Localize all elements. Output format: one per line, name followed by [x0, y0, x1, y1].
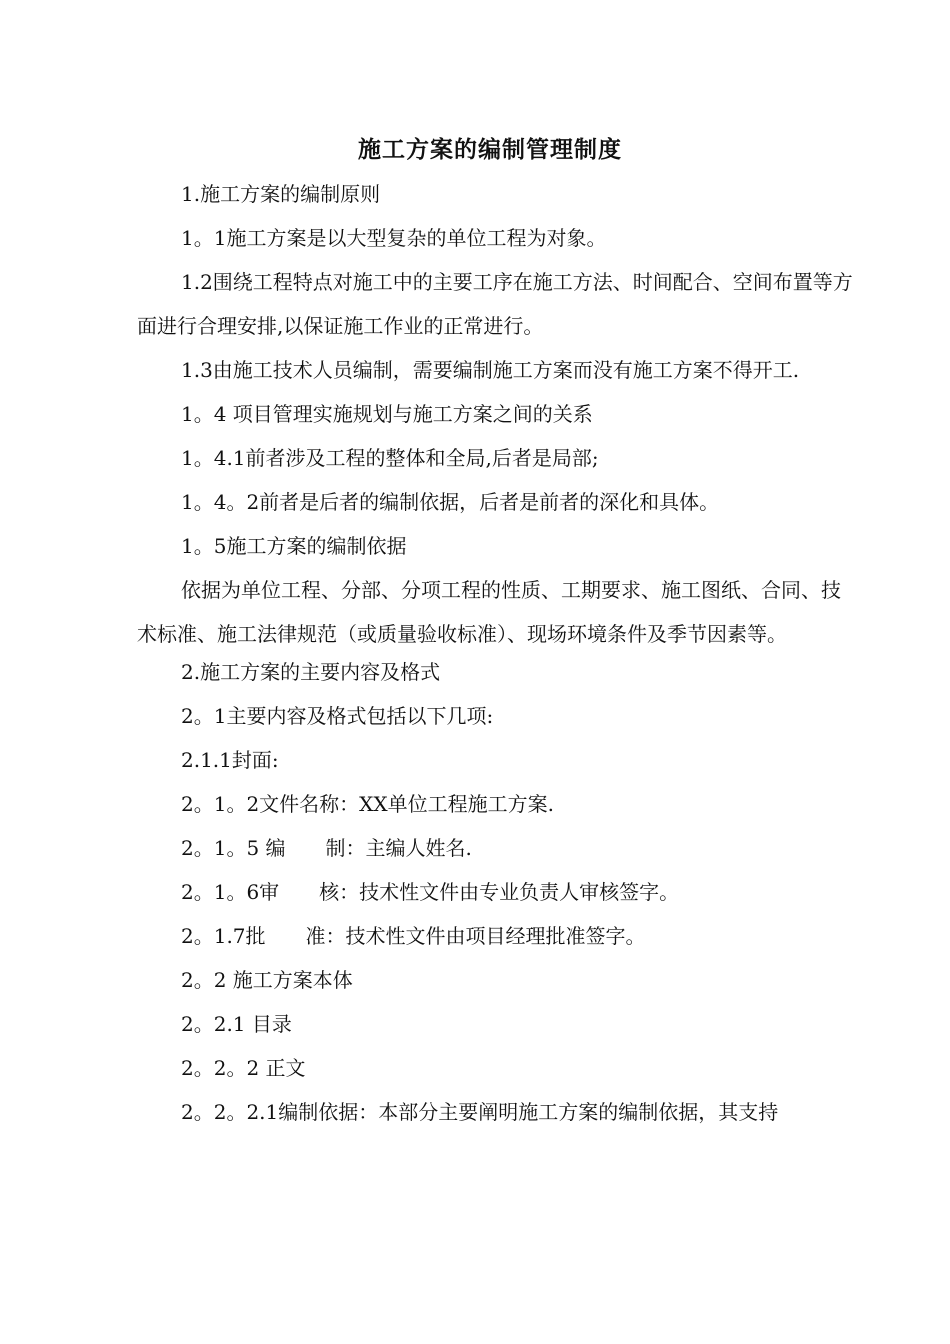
paragraph-7: 1。4。2前者是后者的编制依据，后者是前者的深化和具体。	[181, 490, 720, 514]
paragraph-18: 2。2.1 目录	[181, 1012, 292, 1036]
paragraph-9: 依据为单位工程、分部、分项工程的性质、工期要求、施工图纸、合同、技术标准、施工法律规范（或质量验收标准）、现场环境条件及季节因素等。	[137, 578, 841, 646]
paragraph-10: 2.施工方案的主要内容及格式	[181, 660, 441, 684]
paragraph-3: 1.2围绕工程特点对施工中的主要工序在施工方法、时间配合、空间布置等方面进行合理安排,以保证施工作业的正常进行。	[137, 270, 853, 338]
paragraph-11: 2。1主要内容及格式包括以下几项:	[181, 704, 494, 728]
paragraph-17: 2。2 施工方案本体	[181, 968, 353, 992]
paragraph-2: 1。1施工方案是以大型复杂的单位工程为对象。	[181, 226, 607, 250]
paragraph-12: 2.1.1封面:	[181, 748, 279, 772]
paragraph-15: 2。1。6审 核：技术性文件由专业负责人审核签字。	[181, 880, 680, 904]
paragraph-14: 2。1。5 编 制：主编人姓名.	[181, 836, 472, 860]
document-title: 施工方案的编制管理制度	[358, 136, 622, 163]
paragraph-5: 1。4 项目管理实施规划与施工方案之间的关系	[181, 402, 593, 426]
paragraph-16: 2。1.7批 准：技术性文件由项目经理批准签字。	[181, 924, 646, 948]
paragraph-13: 2。1。2文件名称：XX单位工程施工方案.	[181, 792, 555, 816]
paragraph-8: 1。5施工方案的编制依据	[181, 534, 407, 558]
paragraph-1: 1.施工方案的编制原则	[181, 182, 381, 206]
paragraph-4: 1.3由施工技术人员编制，需要编制施工方案而没有施工方案不得开工.	[181, 358, 800, 382]
paragraph-6: 1。4.1前者涉及工程的整体和全局,后者是局部;	[181, 446, 599, 470]
paragraph-19: 2。2。2 正文	[181, 1056, 306, 1080]
document-body	[137, 172, 853, 1134]
paragraph-20: 2。2。2.1编制依据：本部分主要阐明施工方案的编制依据，其支持	[181, 1100, 779, 1124]
